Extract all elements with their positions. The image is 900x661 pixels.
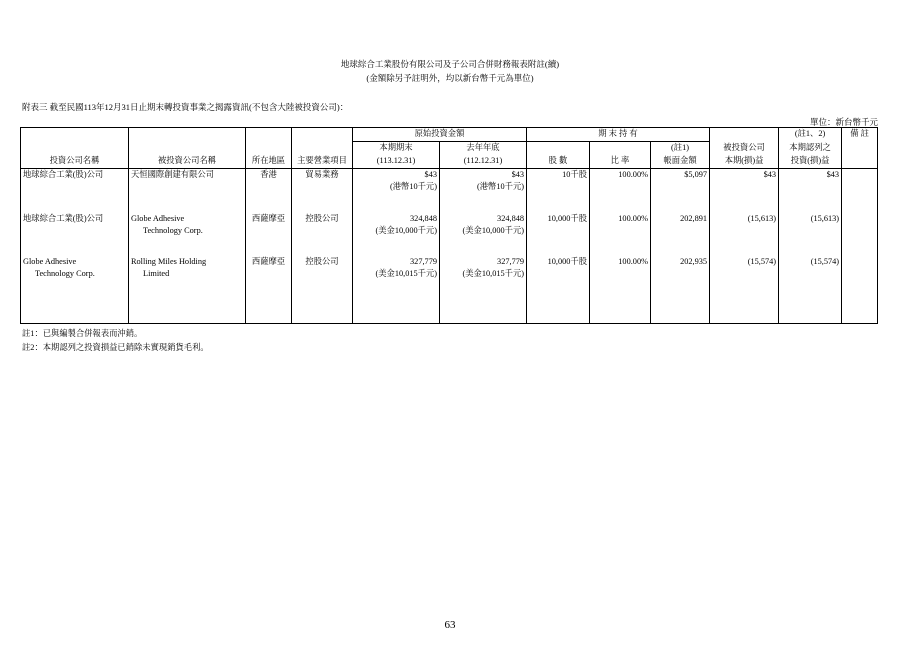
shares-cell: 10,000千股 — [527, 256, 590, 324]
book-value-header: 帳面金額 — [651, 155, 710, 169]
investee-name: Rolling Miles Holding Limited — [129, 256, 246, 324]
recognized-header-2: 投資(損)益 — [779, 155, 842, 169]
business-cell: 貿易業務 — [292, 169, 353, 213]
recognized-pl-cell: (15,574) — [779, 256, 842, 324]
book-value-cell: $5,097 — [651, 169, 710, 213]
report-subtitle: (金額除另予註明外，均以新台幣千元為單位) — [366, 73, 534, 83]
unit-label: 單位：新台幣千元 — [809, 117, 878, 127]
remark-cell — [842, 213, 878, 256]
remarks-header: 備 註 — [842, 128, 878, 142]
remark-cell — [842, 169, 878, 213]
shares-cell: 10,000千股 — [527, 213, 590, 256]
ratio-cell: 100.00% — [590, 213, 651, 256]
investee-pl-cell: (15,613) — [710, 213, 779, 256]
remark-cell — [842, 256, 878, 324]
investment-table — [20, 127, 878, 324]
last-year-amount-cell: 327,779 (美金10,015千元) — [440, 256, 527, 324]
business-cell: 控股公司 — [292, 256, 353, 324]
investee-pl-header-1: 被投資公司 — [710, 142, 779, 156]
footnotes — [22, 327, 209, 355]
investor-name: 地球綜合工業(股)公司 — [23, 213, 104, 223]
investee-pl-cell: $43 — [710, 169, 779, 213]
business-cell: 控股公司 — [292, 213, 353, 256]
header-row-1 — [21, 128, 878, 142]
last-year-amount-cell: $43 (港幣10千元) — [440, 169, 527, 213]
header-row-3 — [21, 155, 878, 169]
page-number: 63 — [444, 619, 456, 631]
recognized-header-1: 本期認列之 — [779, 142, 842, 156]
recognized-pl-cell: $43 — [779, 169, 842, 213]
table-row — [21, 169, 878, 213]
current-amount-cell: $43 (港幣10千元) — [353, 169, 440, 213]
ratio-header: 比 率 — [590, 155, 651, 169]
header-row-2 — [21, 142, 878, 156]
ratio-cell: 100.00% — [590, 256, 651, 324]
recognized-pl-cell: (15,613) — [779, 213, 842, 256]
current-amount-cell: 324,848 (美金10,000千元) — [353, 213, 440, 256]
book-value-cell: 202,935 — [651, 256, 710, 324]
report-title: 地球綜合工業股份有限公司及子公司合併財務報表附註(續) — [340, 59, 560, 69]
business-header: 主要營業項目 — [292, 155, 353, 169]
location-cell: 香港 — [246, 169, 292, 213]
last-year-header: 去年年底 — [440, 142, 527, 156]
footnote-1: 註1：已與編製合併報表而沖銷。 — [22, 329, 143, 338]
footnote-2: 註2：本期認列之投資損益已銷除未實現銷貨毛利。 — [22, 343, 209, 352]
book-value-cell: 202,891 — [651, 213, 710, 256]
investee-pl-header-2: 本期(損)益 — [710, 155, 779, 169]
location-cell: 西薩摩亞 — [246, 256, 292, 324]
investee-name-header: 被投資公司名稱 — [129, 155, 246, 169]
last-year-date-header: (112.12.31) — [440, 155, 527, 169]
table-caption: 附表三 截至民國113年12月31日止期末轉投資事業之揭露資訊(不包含大陸被投資公司)： — [22, 102, 349, 112]
current-amount-cell: 327,779 (美金10,015千元) — [353, 256, 440, 324]
location-header: 所在地區 — [246, 155, 292, 169]
book-note-header: (註1) — [651, 142, 710, 156]
shares-header: 股 數 — [527, 155, 590, 169]
investor-name-header: 投資公司名稱 — [21, 155, 129, 169]
table-row — [21, 213, 878, 256]
ratio-cell: 100.00% — [590, 169, 651, 213]
period-end-holding-header: 期 末 持 有 — [527, 128, 710, 142]
shares-cell: 10千股 — [527, 169, 590, 213]
last-year-amount-cell: 324,848 (美金10,000千元) — [440, 213, 527, 256]
table-row — [21, 256, 878, 324]
investor-name: 地球綜合工業(股)公司 — [23, 170, 104, 179]
investee-pl-cell: (15,574) — [710, 256, 779, 324]
investor-name: Globe Adhesive Technology Corp. — [21, 256, 129, 324]
recognized-note-header: (註1、2) — [779, 128, 842, 142]
original-investment-header: 原始投資金額 — [353, 128, 527, 142]
current-period-date-header: (113.12.31) — [353, 155, 440, 169]
investee-name: 天恒國際創建有限公司 — [131, 170, 214, 179]
location-cell: 西薩摩亞 — [246, 213, 292, 256]
current-period-header: 本期期末 — [353, 142, 440, 156]
investee-name: Globe Adhesive Technology Corp. — [129, 213, 246, 256]
